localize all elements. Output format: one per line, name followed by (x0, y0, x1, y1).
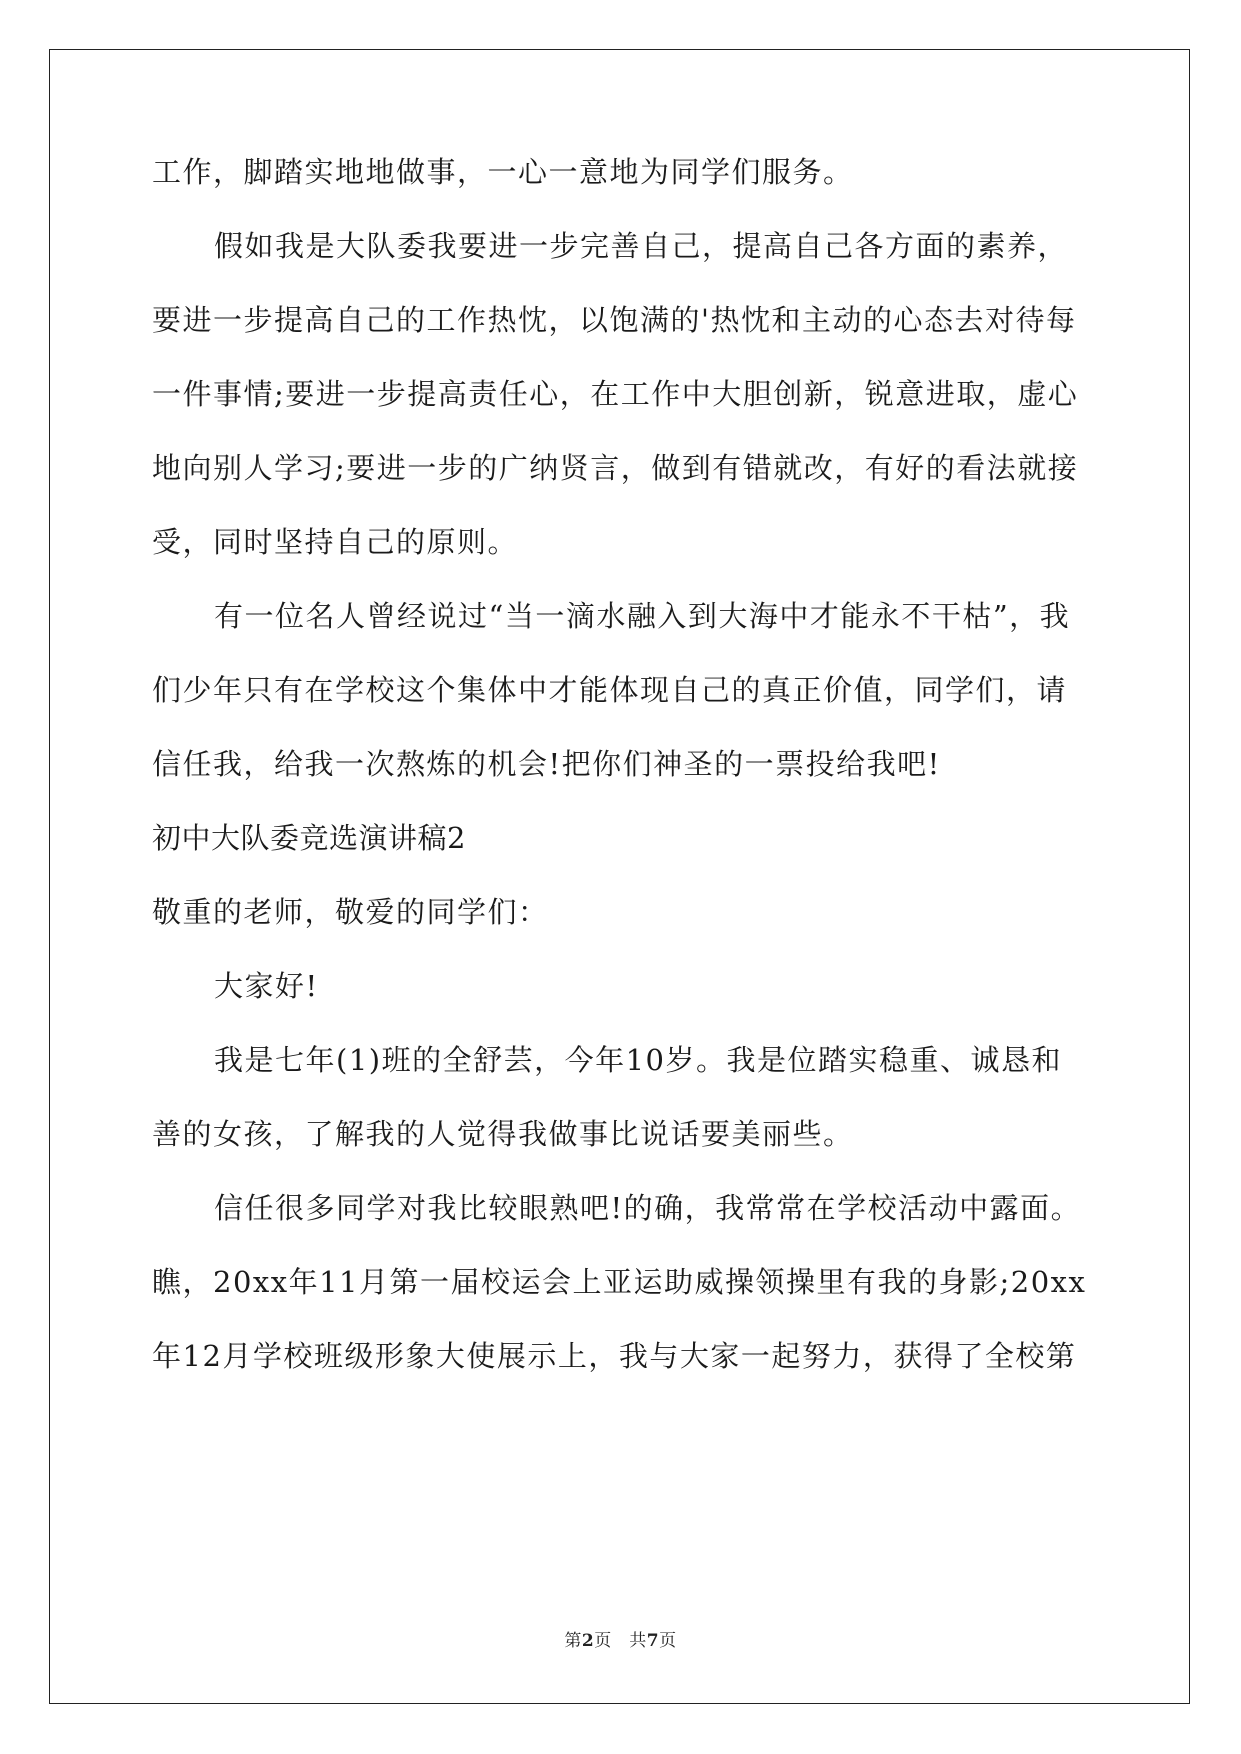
page-border (49, 49, 1190, 1704)
text-line: 善的女孩，了解我的人觉得我做事比说话要美丽些。 (152, 1117, 854, 1151)
text-line: 年12月学校班级形象大使展示上，我与大家一起努力，获得了全校第 (152, 1339, 1077, 1373)
text-line: 地向别人学习;要进一步的广纳贤言，做到有错就改，有好的看法就接 (152, 451, 1079, 485)
text-line: 信任很多同学对我比较眼熟吧!的确，我常常在学校活动中露面。 (214, 1191, 1082, 1225)
footer-page-number: 2 (581, 1631, 595, 1651)
salutation: 敬重的老师，敬爱的同学们： (152, 895, 549, 929)
text-line: 瞧，20xx年11月第一届校运会上亚运助威操领操里有我的身影;20xx (152, 1265, 1087, 1299)
text-line: 工作，脚踏实地地做事，一心一意地为同学们服务。 (152, 155, 854, 189)
text-line: 有一位名人曾经说过“当一滴水融入到大海中才能永不干枯”，我 (214, 599, 1071, 633)
greeting: 大家好! (214, 969, 319, 1003)
footer-page-suffix: 页 (659, 1631, 677, 1651)
page-footer (0, 1626, 1241, 1651)
text-line: 们少年只有在学校这个集体中才能体现自己的真正价值，同学们，请 (152, 673, 1068, 707)
text-line: 我是七年(1)班的全舒芸，今年10岁。我是位踏实稳重、诚恳和 (214, 1043, 1062, 1077)
footer-page-prefix: 第 (564, 1631, 582, 1651)
text-line: 信任我，给我一次熬炼的机会!把你们神圣的一票投给我吧! (152, 747, 941, 781)
footer-page-mid: 页 共 (594, 1631, 647, 1651)
section-heading: 初中大队委竞选演讲稿2 (152, 821, 466, 855)
text-line: 一件事情;要进一步提高责任心，在工作中大胆创新，锐意进取，虚心 (152, 377, 1079, 411)
footer-page-total: 7 (646, 1631, 660, 1651)
text-line: 要进一步提高自己的工作热忱，以饱满的'热忱和主动的心态去对待每 (152, 303, 1077, 337)
text-line: 受，同时坚持自己的原则。 (152, 525, 519, 559)
text-line: 假如我是大队委我要进一步完善自己，提高自己各方面的素养， (214, 229, 1069, 263)
